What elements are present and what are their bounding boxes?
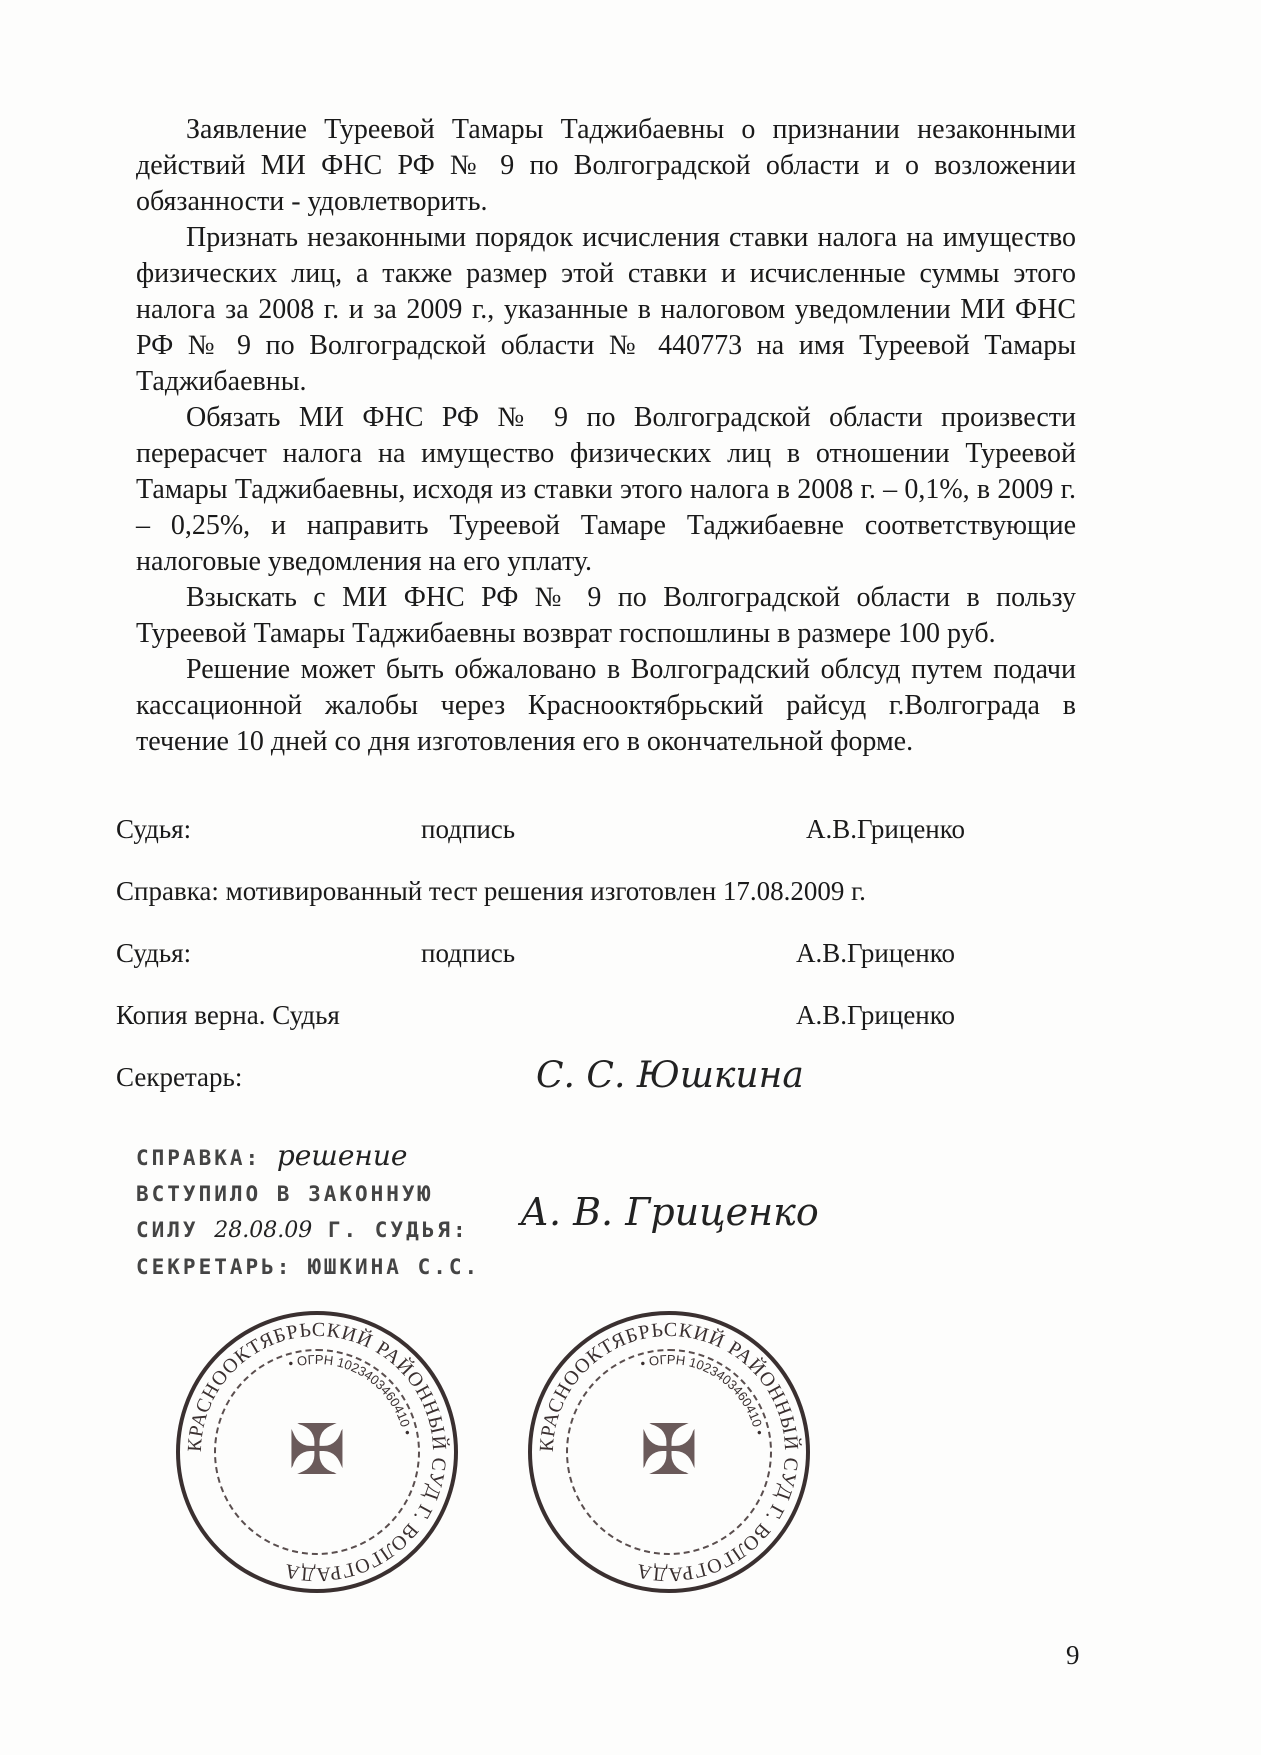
copy-name: А.В.Гриценко <box>796 1000 955 1030</box>
handwritten-date: 28.08.09 <box>214 1218 313 1243</box>
judge-signature-line-2 <box>116 936 1076 970</box>
paragraph: Решение может быть обжаловано в Волгоградский облсуд путем подачи кассационной жалобы через Краснооктябрьский райсуд г.Волгограда в течение 10 дней со дня изготовления его в окончательной форме. <box>136 654 1076 757</box>
seal-ring-text: КРАСНООКТЯБРЬСКИЙ РАЙОННЫЙ СУД Г. ВОЛГОГРАДА <box>183 1318 451 1586</box>
judge-label: Судья: <box>116 814 192 844</box>
entry-into-force-stamp <box>136 1138 480 1285</box>
copy-certified-line <box>116 998 1076 1032</box>
court-seal <box>176 1311 458 1593</box>
eagle-emblem-icon: ✠ <box>287 1413 347 1490</box>
judge-handwritten-signature: А. В. Гриценко <box>520 1189 819 1234</box>
secretary-handwritten-signature: С. С. Юшкина <box>536 1055 804 1096</box>
seals-row <box>176 1311 1076 1593</box>
stamp-line: СИЛУ <box>136 1218 199 1242</box>
paragraph: Взыскать с МИ ФНС РФ № 9 по Волгоградской области в пользу Туреевой Тамары Таджибаевны возврат госпошлины в размере 100 руб. <box>136 582 1076 649</box>
stamp-row <box>136 1138 1076 1285</box>
reference-text: Справка: мотивированный тест решения изготовлен 17.08.2009 г. <box>116 876 866 906</box>
judge-name: А.В.Гриценко <box>796 938 955 968</box>
signature-word: подпись <box>421 938 516 968</box>
stamp-line: ВСТУПИЛО В ЗАКОННУЮ <box>136 1182 434 1206</box>
reference-note <box>116 874 1076 908</box>
judge-signature-line <box>116 812 1076 846</box>
document-page <box>116 112 1076 1593</box>
stamp-line: ЮШКИНА С.С. <box>308 1255 481 1279</box>
stamp-line: Г. СУДЬЯ: <box>327 1218 469 1242</box>
stamp-line: СЕКРЕТАРЬ: <box>136 1255 293 1279</box>
seal-ogrn: • ОГРН 1023403460410 • <box>638 1351 768 1437</box>
stamp-line: СПРАВКА: <box>136 1146 262 1170</box>
eagle-emblem-icon: ✠ <box>639 1413 699 1490</box>
seal-ogrn: • ОГРН 1023403460410 • <box>286 1351 416 1437</box>
handwritten-decision-word: решение <box>276 1139 408 1172</box>
paragraph: Обязать МИ ФНС РФ № 9 по Волгоградской области произвести перерасчет налога на имущество физических лиц в отношении Туреевой Тамары Таджибаевны, исходя из ставки этого налога в 2008 г. – 0,1%, в 2009 г. – 0,25%, и направить Туреевой Тамаре Таджибаевне соответствующие налоговые уведомления на его уплату. <box>136 402 1076 577</box>
paragraph: Заявление Туреевой Тамары Таджибаевны о признании незаконными действий МИ ФНС РФ № 9 по Волгоградской области и о возложении обязанности - удовлетворить. <box>136 114 1076 217</box>
court-seal-2 <box>528 1311 810 1593</box>
signature-word: подпись <box>421 814 516 844</box>
seal-ring-text: КРАСНООКТЯБРЬСКИЙ РАЙОННЫЙ СУД Г. ВОЛГОГРАДА <box>535 1318 803 1586</box>
copy-label: Копия верна. Судья <box>116 1000 340 1030</box>
page-number: 9 <box>1066 1640 1080 1670</box>
secretary-line <box>116 1055 1076 1104</box>
paragraph: Признать незаконными порядок исчисления ставки налога на имущество физических лиц, а также размер этой ставки и исчисленные суммы этого налога за 2008 г. и за 2009 г., указанные в налоговом уведомлении МИ ФНС РФ № 9 по Волгоградской области № 440773 на имя Туреевой Тамары Таджибаевны. <box>136 222 1076 397</box>
secretary-label: Секретарь: <box>116 1062 243 1092</box>
judge-name: А.В.Гриценко <box>806 814 965 844</box>
judge-label: Судья: <box>116 938 192 968</box>
document-body <box>136 112 1076 760</box>
